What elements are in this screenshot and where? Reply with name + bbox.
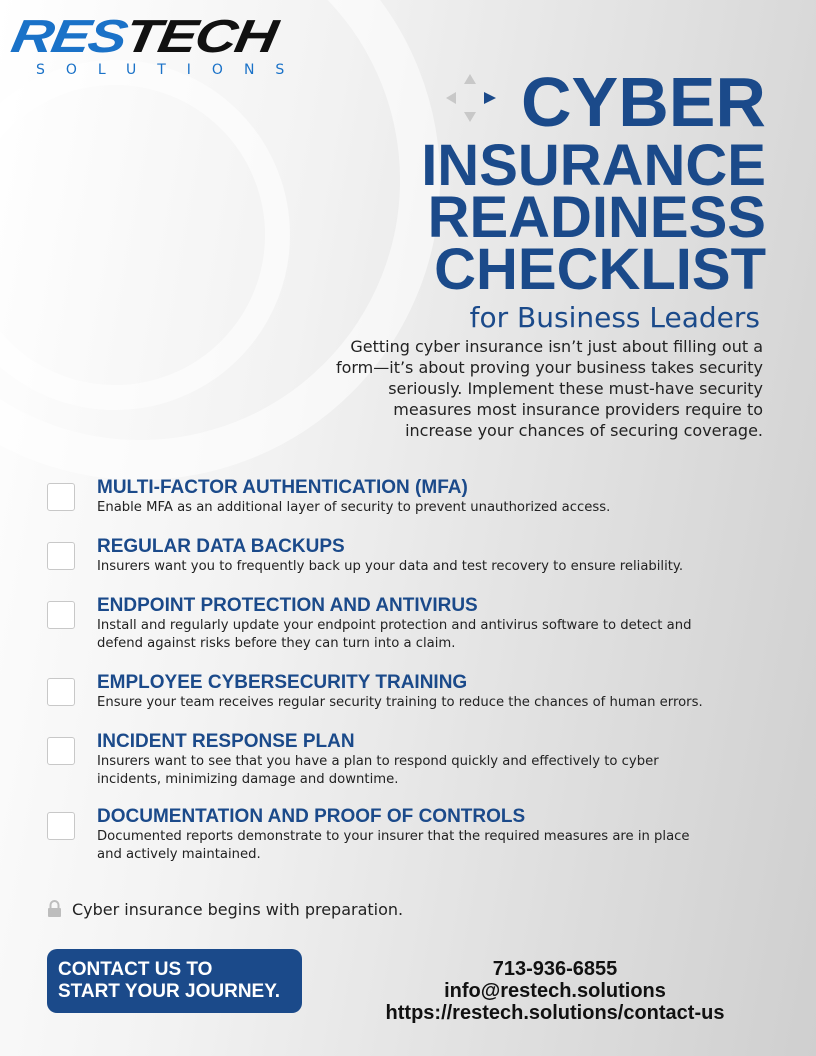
checkbox[interactable] bbox=[47, 601, 75, 629]
item-description: Insurers want you to frequently back up your data and test recovery to ensure reliability. bbox=[97, 559, 684, 574]
item-description: Ensure your team receives regular security training to reduce the chances of human errors. bbox=[97, 695, 703, 710]
title-subtitle: for Business Leaders bbox=[469, 301, 760, 334]
title-readiness: READINESS bbox=[427, 185, 766, 250]
item-heading: EMPLOYEE CYBERSECURITY TRAINING bbox=[97, 672, 468, 693]
phone-number[interactable]: 713-936-6855 bbox=[492, 958, 618, 980]
intro-paragraph: Getting cyber insurance isn’t just about filling out a form—it’s about proving your business takes security seriously. Implement these must-have security measures most insurance providers require to increase your chances of securing coverage. bbox=[335, 337, 763, 440]
logo-res: RES bbox=[7, 10, 130, 63]
item-description: Install and regularly update your endpoint protection and antivirus software to detect and defend against risks before they can turn into a claim. bbox=[97, 618, 692, 651]
checkbox[interactable] bbox=[47, 812, 75, 840]
page-title bbox=[421, 64, 766, 340]
cta-line2: START YOUR JOURNEY. bbox=[58, 981, 281, 1002]
website-link[interactable]: https://restech.solutions/contact-us bbox=[385, 1002, 725, 1024]
item-description: Insurers want to see that you have a plan to respond quickly and effectively to cyber incidents, minimizing damage and downtime. bbox=[97, 754, 659, 787]
tagline-text: Cyber insurance begins with preparation. bbox=[72, 900, 404, 919]
logo-subtitle: SOLUTIONS bbox=[36, 62, 306, 78]
title-checklist: CHECKLIST bbox=[434, 237, 766, 302]
tagline bbox=[47, 900, 403, 919]
logo-tech: TECH bbox=[120, 10, 280, 63]
cta-line1: CONTACT US TO bbox=[58, 959, 213, 980]
checkbox[interactable] bbox=[47, 542, 75, 570]
item-heading: MULTI-FACTOR AUTHENTICATION (MFA) bbox=[97, 477, 468, 498]
checkbox[interactable] bbox=[47, 678, 75, 706]
item-heading: ENDPOINT PROTECTION AND ANTIVIRUS bbox=[97, 595, 478, 616]
email-link[interactable]: info@restech.solutions bbox=[444, 980, 666, 1002]
item-heading: REGULAR DATA BACKUPS bbox=[97, 536, 345, 557]
item-heading: INCIDENT RESPONSE PLAN bbox=[97, 731, 355, 752]
title-insurance: INSURANCE bbox=[421, 133, 766, 198]
restech-logo bbox=[7, 8, 306, 78]
lock-icon bbox=[47, 900, 62, 917]
checkbox[interactable] bbox=[47, 483, 75, 511]
item-heading: DOCUMENTATION AND PROOF OF CONTROLS bbox=[97, 806, 526, 827]
title-cyber: CYBER bbox=[520, 63, 766, 141]
contact-info bbox=[350, 958, 760, 1024]
item-description: Enable MFA as an additional layer of security to prevent unauthorized access. bbox=[97, 500, 611, 515]
item-description: Documented reports demonstrate to your insurer that the required measures are in place and actively maintained. bbox=[97, 829, 690, 862]
contact-us-button[interactable] bbox=[47, 949, 302, 1013]
checkbox[interactable] bbox=[47, 737, 75, 765]
